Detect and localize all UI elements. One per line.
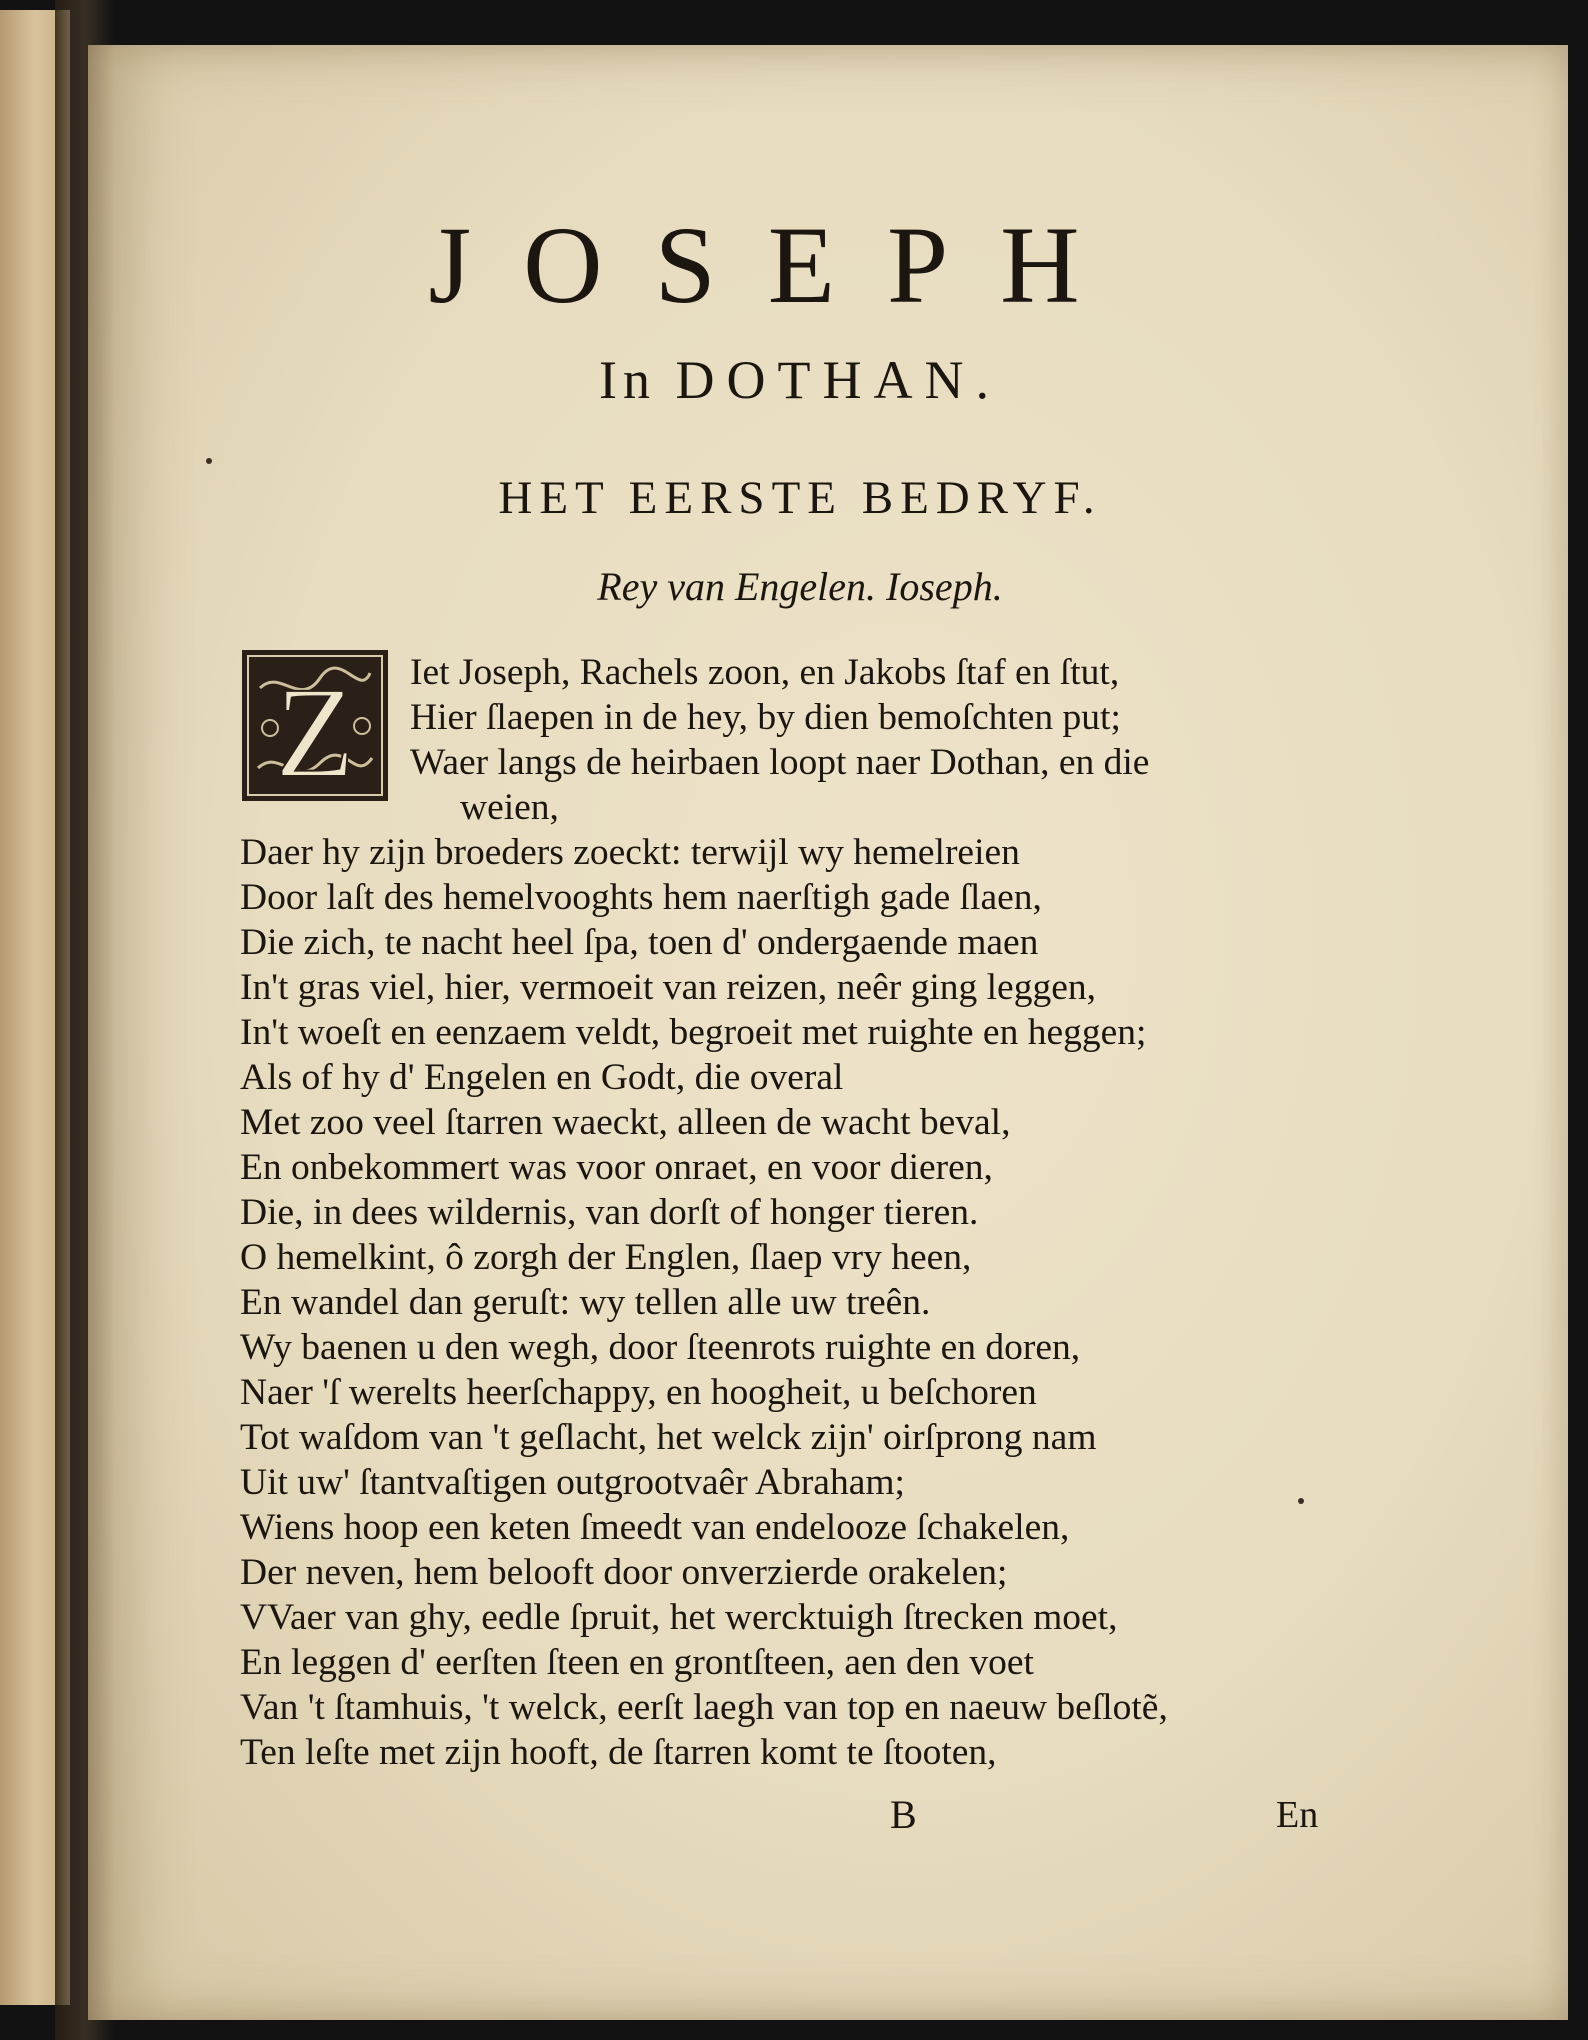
verse-line: Iet Joseph, Rachels zoon, en Jakobs ſtaf en ſtut, bbox=[410, 652, 1120, 693]
verse-line: In't woeſt en eenzaem veldt, begroeit met ruighte en heggen; bbox=[240, 1012, 1147, 1053]
verse-line: Die zich, te nacht heel ſpa, toen d' ondergaende maen bbox=[240, 922, 1039, 963]
verse-line: En wandel dan geruſt: wy tellen alle uw treên. bbox=[240, 1282, 931, 1323]
margin-mark bbox=[206, 458, 212, 464]
verse-line: Uit uw' ſtantvaſtigen outgrootvaêr Abraham; bbox=[240, 1462, 905, 1503]
verse-line: Met zoo veel ſtarren waeckt, alleen de wacht beval, bbox=[240, 1102, 1011, 1143]
verse-line: O hemelkint, ô zorgh der Englen, ſlaep vry heen, bbox=[240, 1237, 972, 1278]
act-heading: HET EERSTE BEDRYF. bbox=[498, 472, 1102, 524]
catchword: En bbox=[1276, 1794, 1319, 1836]
speaking-persons: Rey van Engelen. Ioseph. bbox=[597, 564, 1003, 609]
verse-line: Daer hy zijn broeders zoeckt: terwijl wy hemelreien bbox=[240, 832, 1020, 873]
ornamental-initial bbox=[240, 648, 390, 803]
verse-line: En onbekommert was voor onraet, en voor dieren, bbox=[240, 1147, 993, 1188]
verse-line: VVaer van ghy, eedle ſpruit, het wercktuigh ſtrecken moet, bbox=[240, 1597, 1118, 1638]
verse-line: weien, bbox=[460, 787, 559, 828]
verse-line: Tot waſdom van 't geſlacht, het welck zijn' oirſprong nam bbox=[240, 1417, 1097, 1458]
play-title: JOSEPH bbox=[428, 204, 1132, 326]
verse-line: Der neven, hem belooft door onverzierde orakelen; bbox=[240, 1552, 1008, 1593]
verse-line: Waer langs de heirbaen loopt naer Dothan, en die bbox=[410, 742, 1150, 783]
verse-line: Van 't ſtamhuis, 't welck, eerſt laegh van top en naeuw beſlotẽ, bbox=[240, 1687, 1168, 1728]
play-subtitle bbox=[300, 345, 1300, 415]
verse-line: Hier ſlaepen in de hey, by dien bemoſchten put; bbox=[410, 697, 1121, 738]
initial-letter: Z bbox=[275, 661, 355, 803]
verse-line: In't gras viel, hier, vermoeit van reizen, neêr ging leggen, bbox=[240, 967, 1096, 1008]
subtitle-place: DOTHAN. bbox=[675, 350, 1001, 410]
verse-line: Wiens hoop een keten ſmeedt van endelooze ſchakelen, bbox=[240, 1507, 1070, 1548]
signature-mark: B bbox=[890, 1792, 917, 1837]
verse-line: Als of hy d' Engelen en Godt, die overal bbox=[240, 1057, 844, 1098]
subtitle-prefix: In bbox=[599, 350, 656, 410]
verse-line: Door laſt des hemelvooghts hem naerſtigh gade ſlaen, bbox=[240, 877, 1042, 918]
verse-line: Naer 'ſ werelts heerſchappy, en hoogheit, u beſchoren bbox=[240, 1372, 1037, 1413]
verse-line: Die, in dees wildernis, van dorſt of honger tieren. bbox=[240, 1192, 979, 1233]
verse-line: Wy baenen u den wegh, door ſteenrots ruighte en doren, bbox=[240, 1327, 1081, 1368]
verse-line: En leggen d' eerſten ſteen en grontſteen, aen den voet bbox=[240, 1642, 1034, 1683]
verse-line: Ten leſte met zijn hooft, de ſtarren komt te ſtooten, bbox=[240, 1732, 997, 1773]
margin-mark bbox=[1298, 1498, 1304, 1504]
